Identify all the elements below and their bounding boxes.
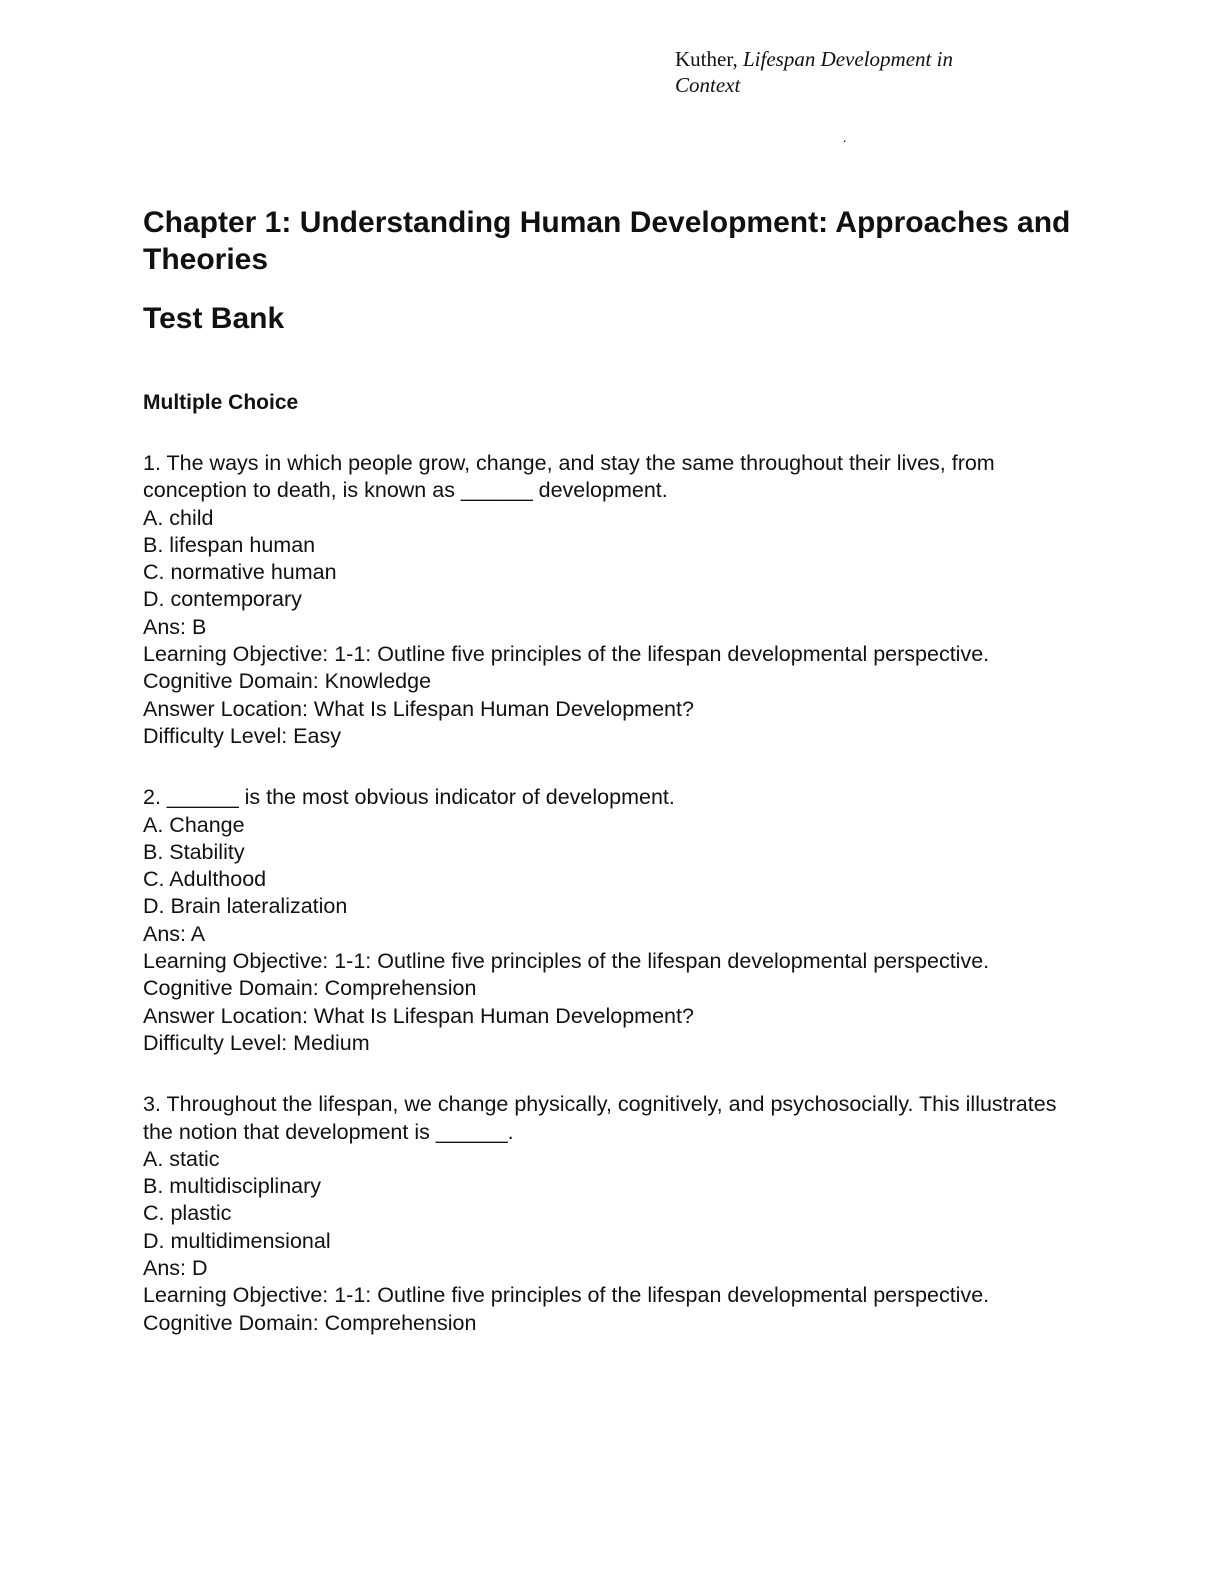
cognitive-domain: Cognitive Domain: Comprehension bbox=[143, 976, 477, 1001]
answer-key: Ans: B bbox=[143, 614, 207, 639]
learning-objective: Learning Objective: 1-1: Outline five principles of the lifespan developmental perspective. bbox=[143, 949, 990, 974]
chapter-title: Chapter 1: Understanding Human Development: Approaches and Theories bbox=[143, 206, 1071, 276]
header-author: Kuther, bbox=[675, 47, 743, 71]
cognitive-domain: Cognitive Domain: Knowledge bbox=[143, 669, 432, 694]
answer-option-b: B. multidisciplinary bbox=[143, 1174, 322, 1199]
answer-option-c: C. plastic bbox=[143, 1201, 232, 1226]
answer-key: Ans: D bbox=[143, 1256, 208, 1281]
question-stem: 2. ______ is the most obvious indicator of development. bbox=[143, 785, 675, 810]
section-heading: Multiple Choice bbox=[143, 391, 299, 414]
page-content bbox=[143, 204, 1073, 1337]
learning-objective: Learning Objective: 1-1: Outline five principles of the lifespan developmental perspective. bbox=[143, 1283, 990, 1308]
answer-option-b: B. lifespan human bbox=[143, 532, 316, 557]
cognitive-domain: Cognitive Domain: Comprehension bbox=[143, 1310, 477, 1335]
stray-dot-mark: . bbox=[843, 131, 847, 146]
document-title: Test Bank bbox=[143, 302, 285, 335]
answer-option-b: B. Stability bbox=[143, 839, 245, 864]
answer-option-a: A. static bbox=[143, 1146, 220, 1171]
running-header bbox=[675, 46, 1005, 98]
difficulty-level: Difficulty Level: Easy bbox=[143, 723, 341, 748]
answer-option-a: A. Change bbox=[143, 812, 245, 837]
question-stem: 3. Throughout the lifespan, we change physically, cognitively, and psychosocially. This illustrates the notion that development is ______. bbox=[143, 1092, 1057, 1144]
answer-option-a: A. child bbox=[143, 505, 214, 530]
answer-option-c: C. normative human bbox=[143, 560, 337, 585]
answer-location: Answer Location: What Is Lifespan Human Development? bbox=[143, 1003, 694, 1028]
answer-key: Ans: A bbox=[143, 921, 206, 946]
question-list bbox=[143, 450, 1073, 1337]
header-book-title: Lifespan Development in Context bbox=[675, 47, 953, 97]
question-3 bbox=[143, 1091, 1073, 1337]
answer-option-d: D. multidimensional bbox=[143, 1228, 331, 1253]
answer-option-c: C. Adulthood bbox=[143, 867, 267, 892]
question-stem: 1. The ways in which people grow, change, and stay the same throughout their lives, from conception to death, is known as ______ development. bbox=[143, 451, 995, 503]
difficulty-level: Difficulty Level: Medium bbox=[143, 1030, 370, 1055]
question-1 bbox=[143, 450, 1073, 750]
learning-objective: Learning Objective: 1-1: Outline five principles of the lifespan developmental perspective. bbox=[143, 642, 990, 667]
answer-location: Answer Location: What Is Lifespan Human Development? bbox=[143, 696, 694, 721]
answer-option-d: D. contemporary bbox=[143, 587, 302, 612]
answer-option-d: D. Brain lateralization bbox=[143, 894, 348, 919]
question-2 bbox=[143, 784, 1073, 1057]
